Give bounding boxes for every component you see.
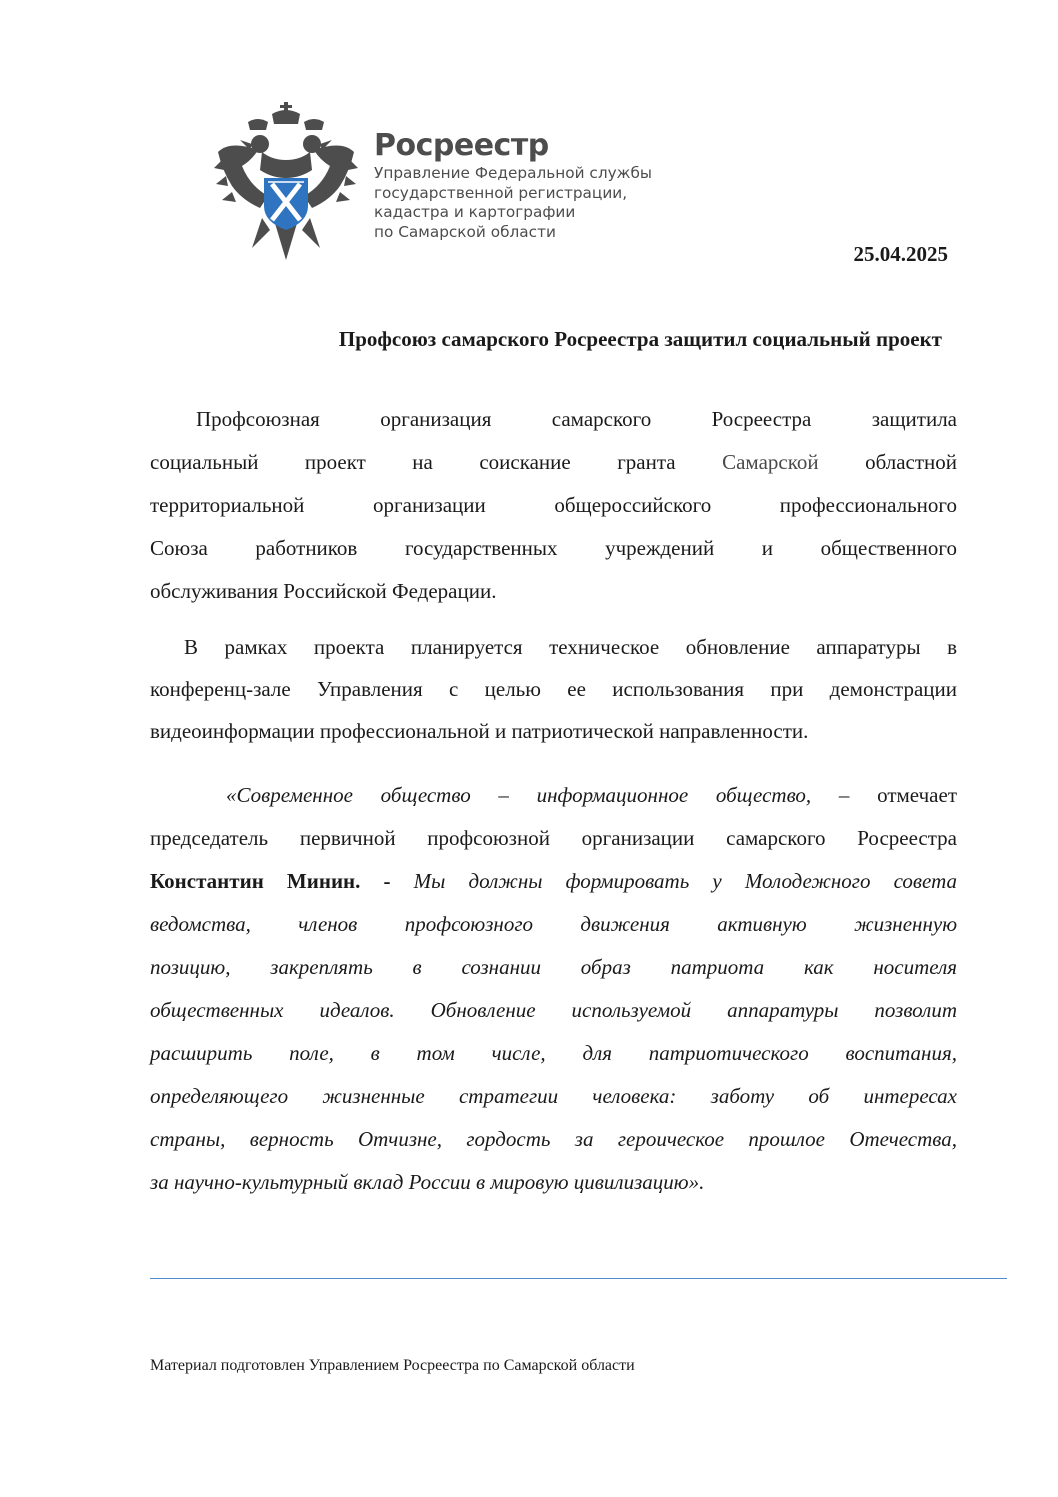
quote-line: «Современное общество – информационное общество, – отмечает xyxy=(226,783,957,807)
eagle-emblem-icon xyxy=(212,100,362,265)
footer-note: Материал подготовлен Управлением Росреестра по Самарской области xyxy=(150,1357,635,1374)
quote-line: позицию, закреплять в сознании образ патриота как носителя xyxy=(150,955,957,979)
quote-line: за научно-культурный вклад России в мировую цивилизацию». xyxy=(150,1170,705,1194)
organization-line-2: государственной регистрации, xyxy=(374,183,628,202)
organization-block xyxy=(374,128,714,242)
paragraph-1-line: территориальной организации общероссийского профессионального xyxy=(150,493,957,517)
quote-line: определяющего жизненные стратегии человека: заботу об интересах xyxy=(150,1084,957,1108)
paragraph-1-line: Профсоюзная организация самарского Росреестра защитила xyxy=(196,407,957,431)
paragraph-1-line: Союза работников государственных учреждений и общественного xyxy=(150,536,957,560)
quote-line: общественных идеалов. Обновление используемой аппаратуры позволит xyxy=(150,998,957,1022)
paragraph-2 xyxy=(150,626,957,752)
paragraph-3-quote xyxy=(150,774,957,1204)
paragraph-2-line: В рамках проекта планируется техническое обновление аппаратуры в xyxy=(184,635,957,659)
paragraph-2-line: конференц-зале Управления с целью ее использования при демонстрации xyxy=(150,677,957,701)
organization-name: Росреестр xyxy=(374,128,549,163)
quote-line: страны, верность Отчизне, гордость за героическое прошлое Отечества, xyxy=(150,1127,957,1151)
paragraph-1 xyxy=(150,398,957,613)
organization-line-3: кадастра и картографии xyxy=(374,203,576,221)
paragraph-1-line: социальный проект на соискание гранта Самарской областной xyxy=(150,450,958,474)
quote-line: Константин Минин. - Мы должны формировать у Молодежного совета xyxy=(150,869,958,893)
quote-line: расширить поле, в том числе, для патриотического воспитания, xyxy=(150,1041,957,1065)
article-title: Профсоюз самарского Росреестра защитил социальный проект xyxy=(338,327,942,351)
organization-line-1: Управление Федеральной службы xyxy=(374,164,652,182)
quote-line: председатель первичной профсоюзной организации самарского Росреестра xyxy=(150,826,957,850)
footer-divider xyxy=(150,1278,1007,1279)
quote-line: ведомства, членов профсоюзного движения активную жизненную xyxy=(150,912,957,936)
paragraph-1-line: обслуживания Российской Федерации. xyxy=(150,579,497,603)
paragraph-2-line: видеоинформации профессиональной и патриотической направленности. xyxy=(150,719,809,743)
organization-line-4: по Самарской области xyxy=(374,222,556,241)
document-date: 25.04.2025 xyxy=(853,242,948,266)
